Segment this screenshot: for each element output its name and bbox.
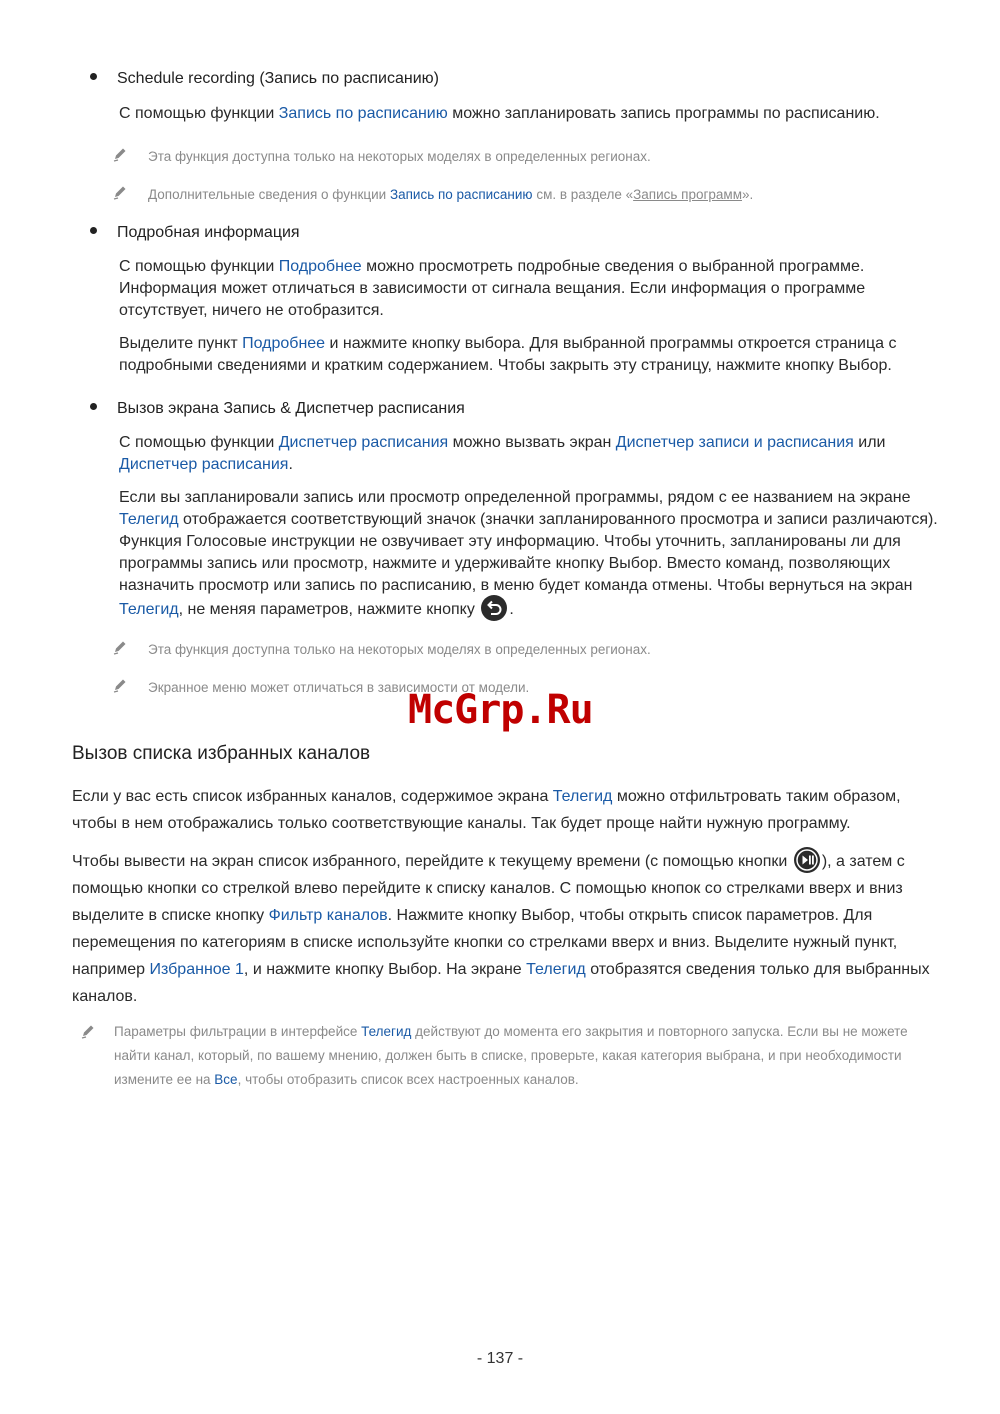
link-guide[interactable]: Телегид bbox=[119, 601, 179, 619]
link-guide[interactable]: Телегид bbox=[119, 511, 179, 528]
paragraph-manager-2 bbox=[119, 487, 939, 623]
link-schedule-recording[interactable]: Запись по расписанию bbox=[278, 105, 448, 122]
link-schedule-recording[interactable]: Запись по расписанию bbox=[389, 187, 533, 202]
text: С помощью функции bbox=[119, 434, 279, 451]
bullet-schedule-manager bbox=[90, 398, 465, 420]
pencil-icon bbox=[80, 1023, 96, 1039]
link-guide[interactable]: Телегид bbox=[552, 788, 613, 805]
note-text: , чтобы отобразить список всех настроенных каналов. bbox=[237, 1072, 579, 1087]
text: . Нажмите кнопку Выбор, чтобы открыть список параметров. Для перемещения по категориям в списке используйте кнопки со стрелками вверх и вниз. Выделите нужный пункт, например bbox=[72, 907, 898, 978]
return-button-icon bbox=[481, 595, 507, 621]
note-availability-1 bbox=[112, 146, 932, 168]
bullet-title: Вызов экрана Запись & Диспетчер расписания bbox=[117, 400, 465, 417]
paragraph-schedule bbox=[119, 103, 939, 125]
note-more-info bbox=[112, 184, 932, 206]
play-pause-button-icon bbox=[794, 847, 820, 873]
note-text: Дополнительные сведения о функции bbox=[148, 187, 390, 202]
paragraph-details-1 bbox=[119, 256, 939, 322]
text: или bbox=[853, 434, 886, 451]
bullet-dot bbox=[90, 403, 97, 410]
paragraph-favorites-2 bbox=[72, 848, 932, 1010]
note-text: см. в разделе « bbox=[532, 187, 634, 202]
pencil-icon bbox=[112, 146, 128, 162]
note-text: действуют до момента его закрытия и повторного запуска. Если вы не можете найти канал, который, по вашему мнению, должен быть в списке, проверьте, какая категория выбрана, и при необходимости измените ее на bbox=[114, 1024, 908, 1087]
text: можно запланировать запись программы по расписанию. bbox=[447, 105, 880, 122]
note-text: Эта функция доступна только на некоторых моделях в определенных регионах. bbox=[148, 149, 651, 164]
bullet-detailed-info bbox=[90, 222, 300, 244]
bullet-dot bbox=[90, 227, 97, 234]
pencil-icon bbox=[112, 184, 128, 200]
note-text: Экранное меню может отличаться в зависимости от модели. bbox=[148, 680, 530, 695]
note-text: Параметры фильтрации в интерфейсе bbox=[114, 1024, 362, 1039]
text: С помощью функции bbox=[119, 105, 279, 122]
text: . bbox=[288, 456, 293, 473]
section-title-favorites: Вызов списка избранных каналов bbox=[72, 743, 371, 764]
link-channel-filter[interactable]: Фильтр каналов bbox=[268, 907, 388, 924]
bullet-title: Подробная информация bbox=[117, 224, 300, 241]
link-details[interactable]: Подробнее bbox=[242, 335, 326, 352]
note-text: ». bbox=[742, 187, 754, 202]
link-schedule-manager[interactable]: Диспетчер расписания bbox=[278, 434, 449, 451]
link-guide[interactable]: Телегид bbox=[526, 961, 586, 978]
link-recording-schedule-manager[interactable]: Диспетчер записи и расписания bbox=[615, 434, 854, 451]
link-guide[interactable]: Телегид bbox=[361, 1024, 412, 1039]
pencil-icon bbox=[112, 677, 128, 693]
text: Выделите пункт bbox=[119, 335, 243, 352]
text: Чтобы вывести на экран список избранного, перейдите к текущему времени (с помощью кнопки bbox=[72, 853, 792, 870]
note-availability-2 bbox=[112, 639, 932, 661]
text: Если вы запланировали запись или просмотр определенной программы, рядом с ее названием на экране bbox=[119, 489, 911, 506]
note-filter-parameters bbox=[80, 1020, 940, 1092]
paragraph-details-2 bbox=[119, 333, 939, 377]
text: и нажмите кнопку выбора. Для выбранной программы откроется страница с подробными сведениями и кратким содержанием. Чтобы закрыть эту страницу, нажмите кнопку Выбор. bbox=[119, 335, 897, 374]
bullet-schedule-recording bbox=[90, 68, 439, 90]
pencil-icon bbox=[112, 639, 128, 655]
watermark: McGrp.Ru bbox=[408, 687, 593, 733]
link-details[interactable]: Подробнее bbox=[278, 258, 362, 275]
text: ), а затем с помощью кнопки со стрелкой влево перейдите к списку каналов. С помощью кнопок со стрелками вверх и вниз выделите в списке кнопку bbox=[72, 853, 905, 924]
paragraph-favorites-1 bbox=[72, 783, 932, 837]
page-number: - 137 - bbox=[476, 1350, 524, 1367]
link-all[interactable]: Все bbox=[214, 1072, 238, 1087]
link-schedule-manager[interactable]: Диспетчер расписания bbox=[119, 456, 289, 473]
text: , и нажмите кнопку Выбор. На экране bbox=[243, 961, 527, 978]
link-recording-programs[interactable]: Запись программ bbox=[633, 187, 742, 202]
note-text: Эта функция доступна только на некоторых моделях в определенных регионах. bbox=[148, 642, 651, 657]
text: . bbox=[509, 601, 514, 619]
text: можно вызвать экран bbox=[448, 434, 616, 451]
text: можно просмотреть подробные сведения о выбранной программе. Информация может отличаться в зависимости от сигнала вещания. Если информация о программе отсутствует, ничего не отобразится. bbox=[119, 258, 866, 319]
text: отображается соответствующий значок (значки запланированного просмотра и записи различаются). Функция Голосовые инструкции не озвучивает эту информацию. Чтобы уточнить, запланированы ли для программы запись или просмотр, нажмите и удерживайте кнопку Выбор. Вместо команд, позволяющих назначить просмотр или запись по расписанию, в меню будет команда отмены. Чтобы вернуться на экран bbox=[119, 511, 938, 594]
paragraph-manager-1 bbox=[119, 432, 939, 476]
text: отобразятся сведения только для выбранных каналов. bbox=[72, 961, 930, 1005]
text: Если у вас есть список избранных каналов, содержимое экрана bbox=[72, 788, 553, 805]
text: С помощью функции bbox=[119, 258, 279, 275]
link-favorites-1[interactable]: Избранное 1 bbox=[149, 961, 244, 978]
bullet-dot bbox=[90, 73, 97, 80]
text: можно отфильтровать таким образом, чтобы в нем отображались только соответствующие каналы. Так будет проще найти нужную программу. bbox=[72, 788, 901, 832]
bullet-title: Schedule recording (Запись по расписанию) bbox=[117, 70, 439, 87]
text: , не меняя параметров, нажмите кнопку bbox=[178, 601, 480, 619]
